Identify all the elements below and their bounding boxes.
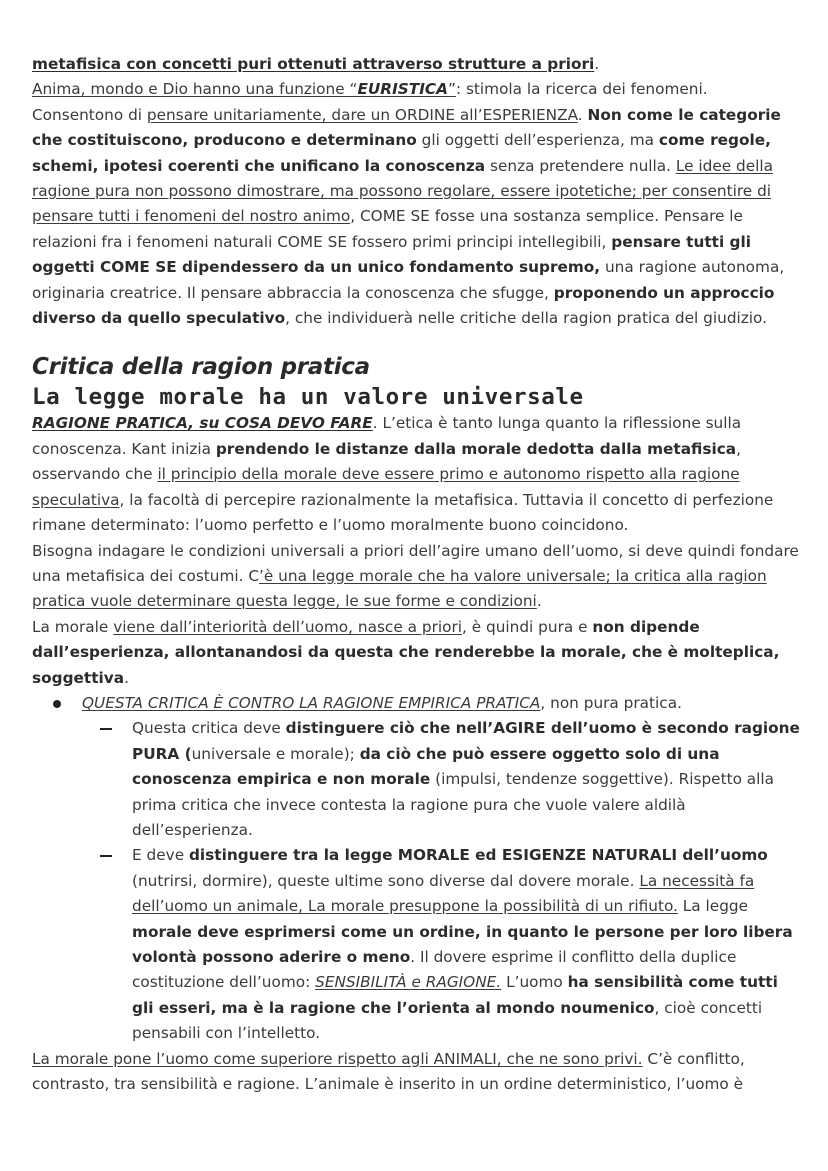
underlined-text: Anima, mondo e Dio hanno una funzione “EURISTICA” xyxy=(32,80,456,99)
paragraph-intro: metafisica con concetti puri ottenuti attraverso strutture a priori. xyxy=(32,55,600,73)
paragraph-metafisica-costumi: Bisogna indagare le condizioni universali a priori dell’agire umano dell’uomo, si deve quindi fondare una metafisica dei costumi. C’è una legge morale che ha valore universale; la critica alla ragion pratica vuole determinare questa legge, le sue forme e condizioni. xyxy=(32,541,799,611)
underlined-bold-text: metafisica con concetti puri ottenuti attraverso strutture a priori xyxy=(32,55,595,73)
bullet-list xyxy=(32,691,802,716)
paragraph-uomo-animali: La morale pone l’uomo come superiore rispetto agli ANIMALI, che ne sono privi. C’è conflitto, contrasto, tra sensibilità e ragione. L’animale è inserito in un ordine deterministico, l’uomo è xyxy=(32,1049,745,1094)
paragraph-euristica: Anima, mondo e Dio hanno una funzione “EURISTICA”: stimola la ricerca dei fenomeni. Consentono di pensare unitariamente, dare un ORDINE all’ESPERIENZA. Non come le categorie che costituiscono, producono e determinano gli oggetti dell’esperienza, ma come regole, schemi, ipotesi coerenti che unificano la conoscenza senza pretendere nulla. Le idee della ragione pura non possono dimostrare, ma possono regolare, essere ipotetiche; per consentire di pensare tutti i fenomeni del nostro animo, COME SE fosse una sostanza semplice. Pensare le relazioni fra i fenomeni naturali COME SE fossero primi principi intellegibili, pensare tutti gli oggetti COME SE dipendessero da un unico fondamento supremo, una ragione autonoma, originaria creatrice. Il pensare abbraccia la conoscenza che sfugge, proponendo un approccio diverso da quello speculativo, che individuerà nelle critiche della ragion pratica del giudizio. xyxy=(32,80,785,328)
paragraph-morale-pura: La morale viene dall’interiorità dell’uomo, nasce a priori, è quindi pura e non dipende dall’esperienza, allontanandosi da questa che renderebbe la morale, che è molteplica, soggettiva. xyxy=(32,617,780,687)
paragraph-ragione-pratica: RAGIONE PRATICA, su COSA DEVO FARE. L’etica è tanto lunga quanto la riflessione sulla conoscenza. Kant inizia prendendo le distanze dalla morale dedotta dalla metafisica, osservando che il principio della morale deve essere primo e autonomo rispetto alla ragione speculativa, la facoltà di percepire razionalmente la metafisica. Tuttavia il concetto di perfezione rimane determinato: l’uomo perfetto e l’uomo moralmente buono coincidono. xyxy=(32,414,774,535)
section-heading: Critica della ragion pratica xyxy=(32,354,370,381)
list-item: Questa critica deve distinguere ciò che nell’AGIRE dell’uomo è secondo ragione PURA (universale e morale); da ciò che può essere oggetto solo di una conoscenza empirica e non morale (impulsi, tendenze soggettive). Rispetto alla prima critica che invece contesta la ragione pura che vuole valere aldilà dell’esperienza. xyxy=(82,716,802,843)
list-item: E deve distinguere tra la legge MORALE ed ESIGENZE NATURALI dell’uomo (nutrirsi, dormire), queste ultime sono diverse dal dovere morale. La necessità fa dell’uomo un animale, La morale presuppone la possibilità di un rifiuto. La legge morale deve esprimersi come un ordine, in quanto le persone per loro libera volontà possono aderire o meno. Il dovere esprime il conflitto della duplice costituzione dell’uomo: SENSIBILITÀ e RAGIONE. L’uomo ha sensibilità come tutti gli esseri, ma è la ragione che l’orienta al mondo noumenico, cioè concetti pensabili con l’intelletto. xyxy=(82,843,802,1046)
dash-list xyxy=(82,716,802,1046)
document-page xyxy=(32,52,802,1097)
list-item: QUESTA CRITICA È CONTRO LA RAGIONE EMPIRICA PRATICA, non pura pratica. xyxy=(32,691,802,716)
subsection-heading: La legge morale ha un valore universale xyxy=(32,384,584,411)
